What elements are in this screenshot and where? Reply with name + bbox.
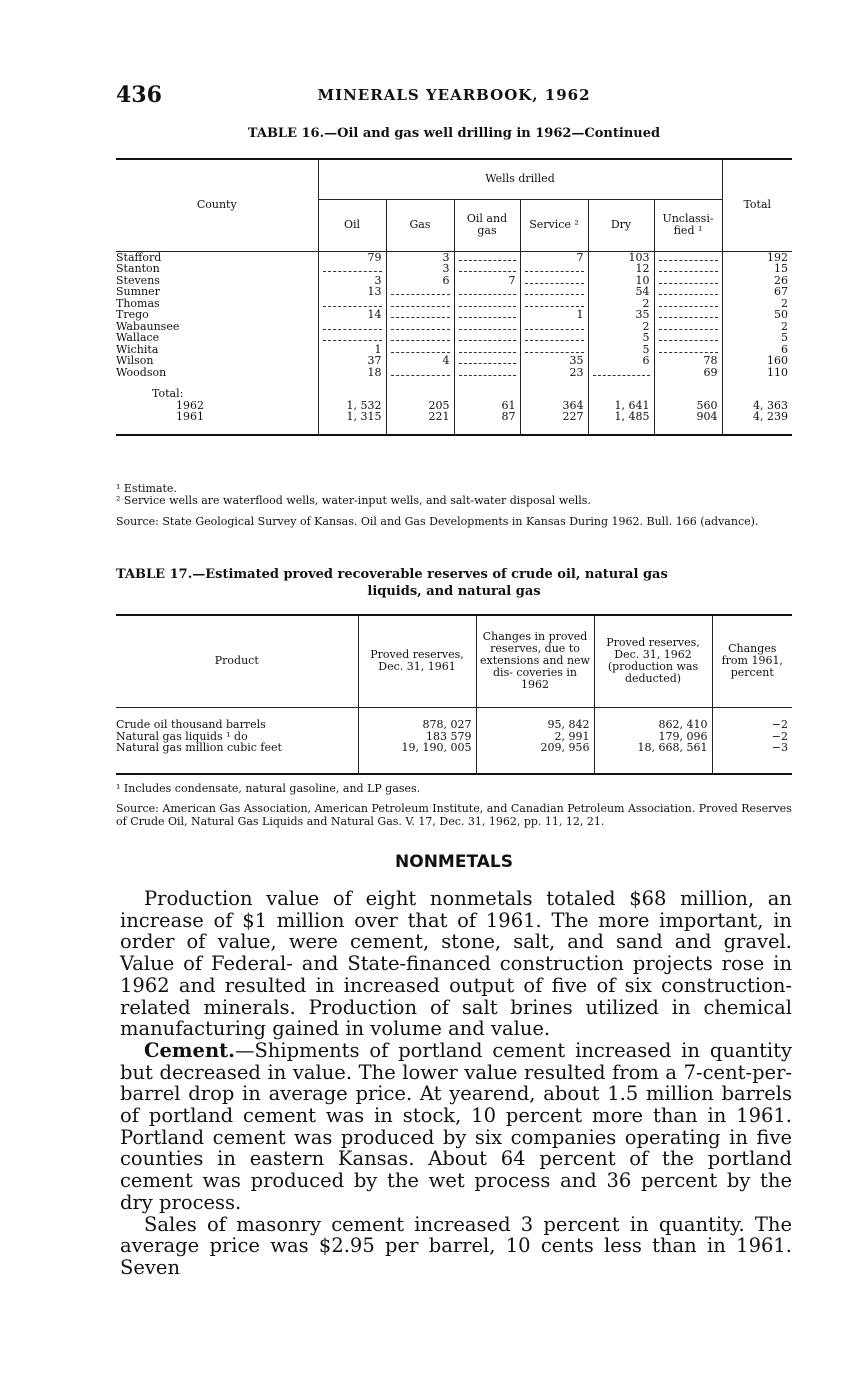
empty-dash-leader [659,288,718,295]
oil_gas-cell [454,332,520,344]
gas-cell: 221 [386,411,454,423]
table-row [116,263,792,275]
gas-cell: 4 [386,355,454,367]
empty-dash-leader [459,300,516,307]
total-cell: 15 [722,263,792,275]
uncl-cell: 904 [654,411,722,423]
empty-dash-leader [659,277,718,284]
county-cell: Stevens [116,273,160,287]
oil-cell: 37 [318,355,386,367]
dry-cell: 1, 641 [588,400,654,412]
gas-cell [386,309,454,321]
empty-dash-leader [323,265,382,272]
empty-dash-leader [391,334,450,341]
county-cell: Sumner [116,285,160,298]
header-total: Total [722,159,792,251]
table17-source: Source: American Gas Association, American Petroleum Institute, and Canadian Petroleum Association. Proved Reserves of Crude Oil, Natural Gas Liquids and Natural Gas. V. 17, Dec. 31, 1962, pp. 11, 12, 21. [116,802,792,828]
empty-dash-leader [659,311,718,318]
empty-dash-leader [459,254,516,261]
empty-dash-leader [323,334,382,341]
total-cell: 110 [722,367,792,379]
paragraph [120,1040,792,1214]
total-cell: 6 [722,344,792,356]
oil_gas-cell: 61 [454,400,520,412]
uncl-cell: 560 [654,400,722,412]
empty-dash-leader [525,277,584,284]
service-cell: 7 [520,251,588,263]
total-cell: 192 [722,251,792,263]
table17 [116,614,792,775]
oil-cell: 3 [318,275,386,287]
county-cell: Thomas [116,296,160,310]
table-row [116,275,792,287]
header-oil: Oil [318,199,386,251]
total-row [116,411,792,423]
county-cell: Trego [116,308,149,321]
service-cell [520,275,588,287]
empty-dash-leader [659,300,718,307]
section-heading: NONMETALS [395,852,513,872]
table-row [116,286,792,298]
gas-cell: 3 [386,263,454,275]
empty-dash-leader [391,288,450,295]
county-cell: Wallace [116,331,160,344]
dry-cell: 2 [588,321,654,333]
empty-dash-leader [459,334,516,341]
total-row [116,400,792,412]
oil_gas-cell [454,251,520,263]
empty-dash-leader [459,311,516,318]
run-in-heading: Cement. [144,1038,235,1062]
page-number: 436 [116,82,162,108]
oil_gas-cell [454,344,520,356]
r1962-cell: 18, 668, 561 [594,742,712,754]
uncl-cell [654,263,722,275]
total-cell: 160 [722,355,792,367]
empty-dash-leader [659,265,718,272]
table-row [116,367,792,379]
oil-cell: 14 [318,309,386,321]
pct-cell: −3 [712,742,792,754]
pct-cell: −2 [712,731,792,743]
body-text [120,888,792,1279]
total-cell: 5 [722,332,792,344]
oil_gas-cell [454,367,520,379]
header-changes: Changes in proved reserves, due to extensions and new dis- coveries in 1962 [476,615,594,707]
table-row [116,298,792,310]
empty-dash-leader [525,300,584,307]
service-cell: 1 [520,309,588,321]
change-cell: 209, 956 [476,742,594,754]
dry-cell: 5 [588,344,654,356]
empty-dash-leader [459,288,516,295]
uncl-cell [654,251,722,263]
r1961-cell: 19, 190, 005 [358,742,476,754]
table17-footnote: ¹ Includes condensate, natural gasoline, and LP gases. [116,782,421,795]
header-product: Product [116,615,358,707]
dry-cell: 6 [588,355,654,367]
empty-dash-leader [659,254,718,261]
total-cell: 50 [722,309,792,321]
empty-dash-leader [659,323,718,330]
table17-title [116,566,792,600]
table-row [116,742,792,754]
header-percent-change: Changes from 1961, percent [712,615,792,707]
total-cell: 2 [722,321,792,333]
total-cell: 2 [722,298,792,310]
empty-dash-leader [391,323,450,330]
empty-dash-leader [323,323,382,330]
header-unclassified: Unclassi- fied ¹ [654,199,722,251]
gas-cell [386,332,454,344]
service-cell: 227 [520,411,588,423]
gas-cell [386,286,454,298]
total-cell: 4, 363 [722,400,792,412]
empty-dash-leader [525,323,584,330]
oil_gas-cell [454,263,520,275]
oil-cell: 1, 315 [318,411,386,423]
oil_gas-cell [454,321,520,333]
total-label: Total: [152,387,184,400]
table17-title-line2: liquids, and natural gas [367,584,541,599]
oil-cell: 1, 532 [318,400,386,412]
change-cell: 2, 991 [476,731,594,743]
county-cell: Wichita [116,342,159,356]
product-unit: thousand barrels [170,718,266,731]
oil-cell [318,332,386,344]
county-cell: Stanton [116,262,160,275]
uncl-cell [654,309,722,321]
empty-dash-leader [391,300,450,307]
total-cell: 4, 239 [722,411,792,423]
dry-cell: 5 [588,332,654,344]
empty-dash-leader [525,334,584,341]
dry-cell: 10 [588,275,654,287]
header-oil-and-gas: Oil and gas [454,199,520,251]
running-head [116,82,792,108]
product-name: Natural gas liquids ¹ [116,729,231,743]
header-reserves-1961: Proved reserves, Dec. 31, 1961 [358,615,476,707]
dry-cell: 1, 485 [588,411,654,423]
gas-cell: 205 [386,400,454,412]
oil_gas-cell [454,355,520,367]
dry-cell: 35 [588,309,654,321]
uncl-cell [654,321,722,333]
r1962-cell: 862, 410 [594,719,712,731]
dry-cell: 2 [588,298,654,310]
header-gas: Gas [386,199,454,251]
year-cell: 1962 [176,398,204,412]
product-cell [116,742,358,754]
r1961-cell: 183 579 [358,731,476,743]
uncl-cell [654,275,722,287]
oil-cell [318,263,386,275]
total-cell: 67 [722,286,792,298]
table16-title: TABLE 16.—Oil and gas well drilling in 1962—Continued [247,126,661,141]
county-cell: Wabaunsee [116,319,180,333]
county-cell: Woodson [116,365,167,379]
table17-title-line1: TABLE 17.—Estimated proved recoverable reserves of crude oil, natural gas [116,567,668,582]
uncl-cell [654,298,722,310]
table-row [116,309,792,321]
year-cell: 1961 [176,410,204,423]
oil_gas-cell [454,286,520,298]
oil-cell [318,321,386,333]
uncl-cell: 78 [654,355,722,367]
gas-cell: 6 [386,275,454,287]
oil_gas-cell: 7 [454,275,520,287]
service-cell [520,286,588,298]
county-cell: Stafford [116,250,162,264]
book-title: MINERALS YEARBOOK, 1962 [317,86,591,104]
header-reserves-1962: Proved reserves, Dec. 31, 1962 (production was deducted) [594,615,712,707]
empty-dash-leader [459,357,516,364]
table-row [116,332,792,344]
product-unit: do [234,729,248,743]
product-unit: million cubic feet [185,741,282,754]
empty-dash-leader [459,369,516,376]
oil-cell: 1 [318,344,386,356]
header-wells-drilled: Wells drilled [318,159,722,199]
empty-dash-leader [659,334,718,341]
empty-dash-leader [459,265,516,272]
service-cell: 23 [520,367,588,379]
total-cell: 26 [722,275,792,287]
dry-cell: 103 [588,251,654,263]
empty-dash-leader [459,323,516,330]
empty-dash-leader [323,300,382,307]
paragraph: Production value of eight nonmetals totaled $68 million, an increase of $1 million over that of 1961. The more important, in order of value, were cement, stone, salt, and sand and gravel. Value of Federal- and State-financed construction projects rose in 1962 and resulted in increased output of five of six construction-related minerals. Production of salt brines utilized in chemical manufacturing gained in volume and value. [120,887,792,1041]
empty-dash-leader [659,346,718,353]
empty-dash-leader [525,288,584,295]
empty-dash-leader [593,369,650,376]
empty-dash-leader [391,311,450,318]
change-cell: 95, 842 [476,719,594,731]
gas-cell: 3 [386,251,454,263]
pct-cell: −2 [712,719,792,731]
table-row [116,321,792,333]
header-dry: Dry [588,199,654,251]
county-cell: Wilson [116,354,154,367]
dry-cell: 12 [588,263,654,275]
gas-cell [386,367,454,379]
oil_gas-cell [454,309,520,321]
empty-dash-leader [391,346,450,353]
paragraph: Sales of masonry cement increased 3 percent in quantity. The average price was $2.95 per barrel, 10 cents less than in 1961. Seven [120,1212,792,1279]
oil_gas-cell: 87 [454,411,520,423]
table16-footnote-1: ¹ Estimate. [116,482,177,495]
table-row [116,251,792,263]
header-service: Service ² [520,199,588,251]
r1962-cell: 179, 096 [594,731,712,743]
empty-dash-leader [391,369,450,376]
dry-cell [588,367,654,379]
table16-footnote-2: ² Service wells are waterflood wells, water-input wells, and salt-water disposal wells. [116,494,591,507]
empty-dash-leader [459,346,516,353]
r1961-cell: 878, 027 [358,719,476,731]
empty-dash-leader [525,265,584,272]
service-cell [520,321,588,333]
gas-cell [386,321,454,333]
dry-cell: 54 [588,286,654,298]
empty-dash-leader [525,346,584,353]
table-row [116,344,792,356]
product-name: Crude oil [116,718,168,731]
oil-cell: 79 [318,251,386,263]
paragraph-text: —Shipments of portland cement increased in quantity but decreased in value. The lower value resulted from a 7-cent-per-barrel drop in average price. At yearend, about 1.5 million barrels of portland cement was in stock, 10 percent more than in 1961. Portland cement was produced by six companies operating in five counties in eastern Kansas. About 64 percent of the portland cement was produced by the wet process and 36 percent by the dry process. [120,1038,792,1214]
service-cell: 364 [520,400,588,412]
oil-cell: 18 [318,367,386,379]
oil_gas-cell [454,298,520,310]
table16-source: Source: State Geological Survey of Kansas. Oil and Gas Developments in Kansas During 1962. Bull. 166 (advance). [116,515,759,528]
uncl-cell [654,286,722,298]
table-row [116,355,792,367]
service-cell: 35 [520,355,588,367]
header-county: County [116,159,318,251]
uncl-cell: 69 [654,367,722,379]
table16 [116,158,792,436]
oil-cell: 13 [318,286,386,298]
uncl-cell [654,332,722,344]
service-cell [520,263,588,275]
service-cell [520,332,588,344]
product-name: Natural gas [116,741,182,754]
gas-cell [386,298,454,310]
